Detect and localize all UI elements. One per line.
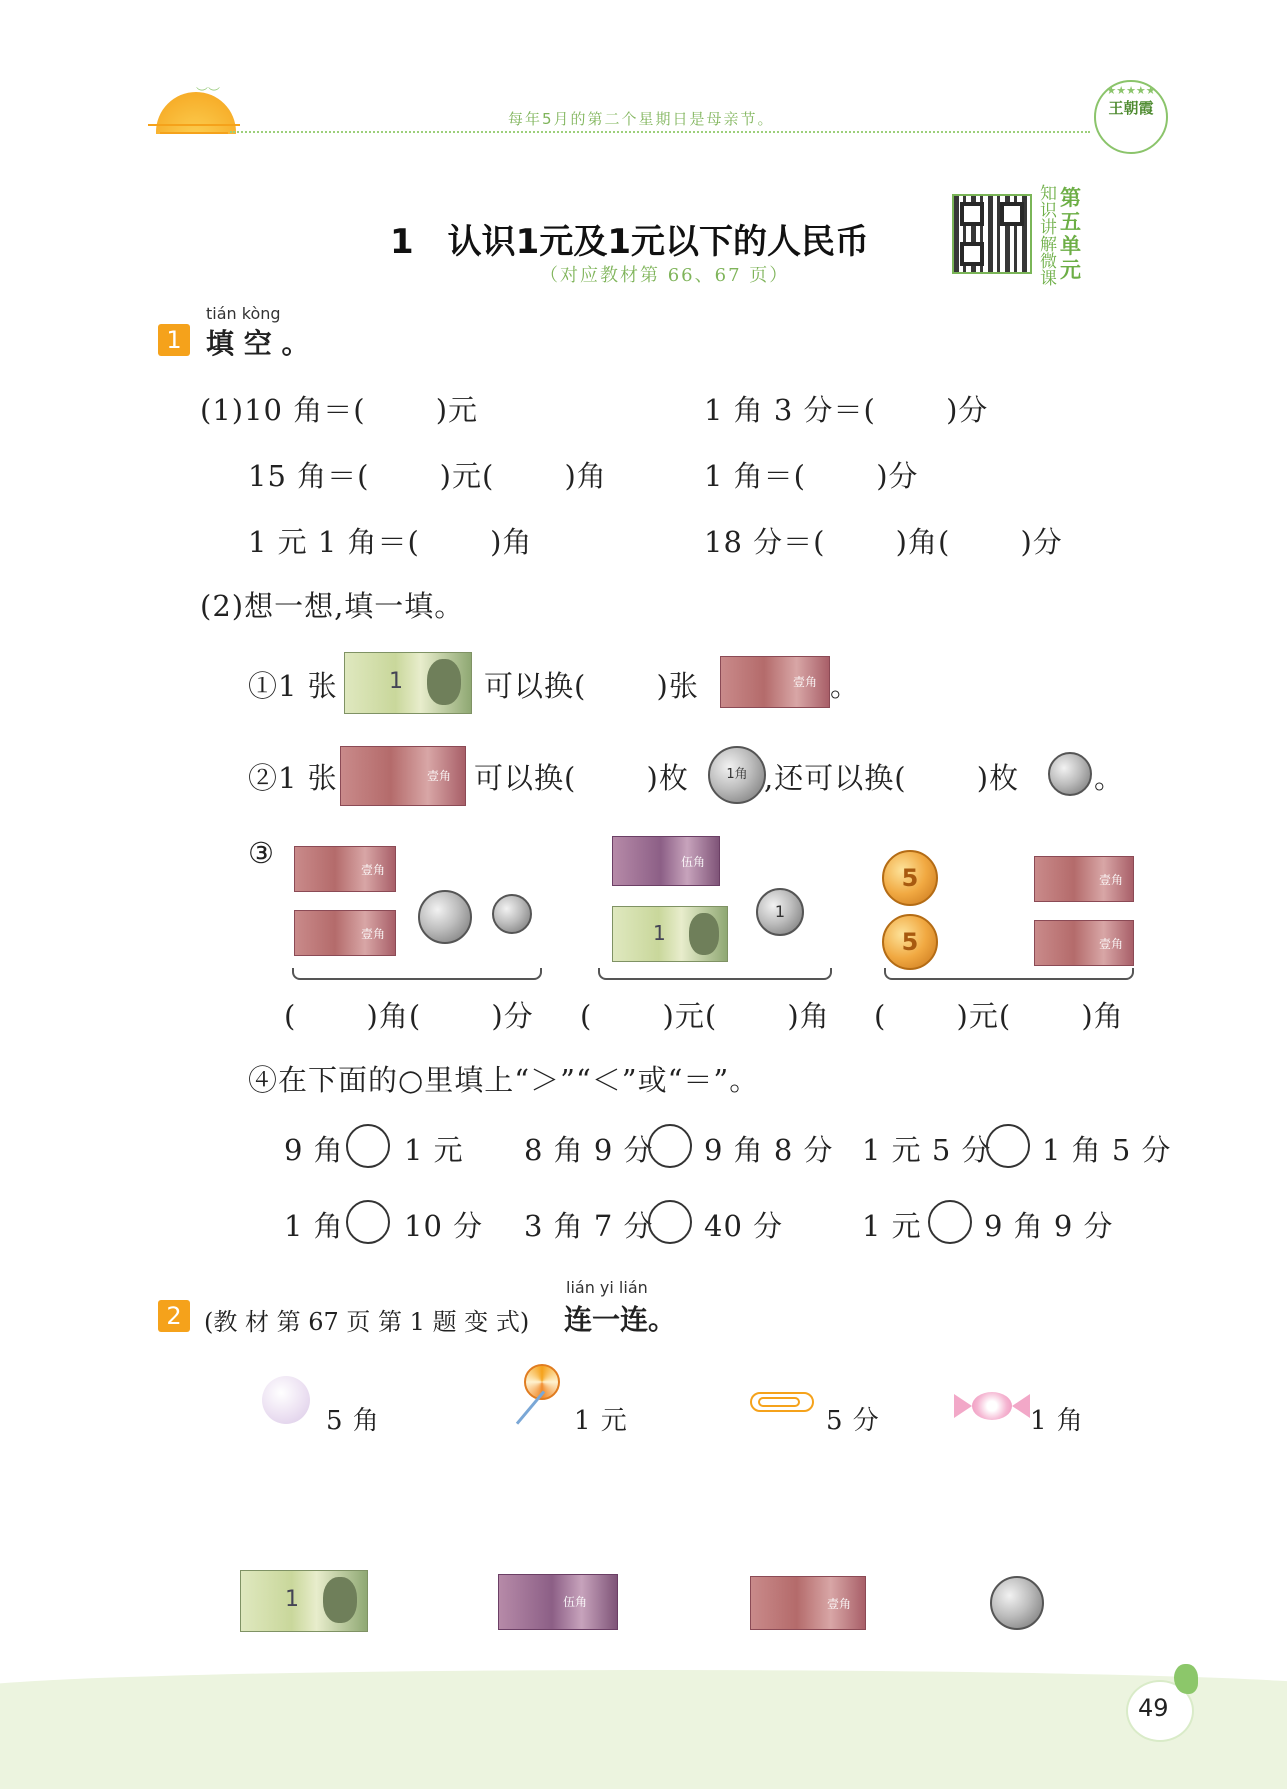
one-jiao-note[interactable]: 壹角	[750, 1576, 866, 1630]
section1-pinyin: tián kòng	[206, 304, 281, 323]
q2-4-heading: ④在下面的○里填上“＞”“＜”或“＝”。	[248, 1063, 760, 1097]
one-jiao-coin[interactable]	[990, 1576, 1044, 1630]
q1-row3-left: 1 元 1 角＝( )角	[248, 525, 533, 559]
one-jiao-note: 壹角	[1034, 920, 1134, 966]
q1-row2-right: 1 角＝( )分	[704, 459, 919, 493]
five-jiao-note[interactable]: 伍角	[498, 1574, 618, 1630]
paperclip-icon[interactable]	[750, 1392, 814, 1412]
q2-2-mid2: ,还可以换( )枚	[764, 761, 1020, 795]
brace	[598, 968, 832, 980]
bubble-icon[interactable]	[262, 1376, 310, 1424]
logo-text: 王朝霞	[1108, 99, 1154, 117]
q1-row3-right: 18 分＝( )角( )分	[704, 525, 1063, 559]
compare-right: 1 角 5 分	[1042, 1133, 1172, 1167]
compare-left: 1 元	[862, 1209, 922, 1243]
one-yuan-coin: 1	[756, 888, 804, 936]
compare-right: 1 元	[404, 1133, 464, 1167]
item-price: 1 角	[1030, 1406, 1084, 1436]
stars-icon: ★★★★★	[1106, 84, 1156, 97]
header-sun-lines	[148, 124, 240, 140]
one-jiao-note: 壹角	[340, 746, 466, 806]
one-fen-coin	[492, 894, 532, 934]
five-jiao-coin: 5	[882, 850, 938, 906]
section2-prefix: (教 材 第 67 页 第 1 题 变 式)	[204, 1308, 530, 1336]
item-price: 5 角	[326, 1406, 380, 1436]
logo-badge	[1094, 80, 1168, 154]
one-jiao-note: 壹角	[294, 910, 396, 956]
q2-1-mid: 可以换( )张	[484, 669, 699, 703]
five-jiao-note: 伍角	[612, 836, 720, 886]
compare-left: 1 角	[284, 1209, 344, 1243]
compare-circle[interactable]	[986, 1124, 1030, 1168]
compare-left: 1 元 5 分	[862, 1133, 992, 1167]
page-number: 49	[1138, 1694, 1169, 1722]
one-jiao-note: 壹角	[720, 656, 830, 708]
one-jiao-coin: 1角	[708, 746, 766, 804]
five-jiao-coin: 5	[882, 914, 938, 970]
compare-circle[interactable]	[346, 1200, 390, 1244]
item-price: 1 元	[574, 1406, 628, 1436]
compare-right: 40 分	[704, 1209, 784, 1243]
qr-side-right: 第五单元	[1060, 186, 1081, 282]
lollipop-icon[interactable]	[500, 1364, 560, 1424]
qr-code[interactable]	[952, 194, 1032, 274]
compare-right: 10 分	[404, 1209, 484, 1243]
compare-circle[interactable]	[648, 1200, 692, 1244]
section1-heading: 填 空 。	[206, 327, 310, 360]
q2-heading: (2)想一想,填一填。	[200, 589, 465, 623]
q2-3-num: ③	[248, 836, 275, 870]
page-title: 1 认识1元及1元以下的人民币	[390, 222, 869, 262]
section2-badge: 2	[158, 1300, 190, 1332]
bird-icon: ︶︶	[196, 86, 221, 100]
compare-circle[interactable]	[648, 1124, 692, 1168]
compare-left: 3 角 7 分	[524, 1209, 654, 1243]
compare-right: 9 角 8 分	[704, 1133, 834, 1167]
one-yuan-note: 1	[344, 652, 472, 714]
header-divider	[230, 131, 1090, 133]
q1-row1-left: (1)10 角＝( )元	[200, 393, 479, 427]
compare-circle[interactable]	[928, 1200, 972, 1244]
qr-side-left: 知识讲解微课	[1040, 184, 1057, 289]
one-fen-coin	[1048, 752, 1092, 796]
q2-3-answer-a: ( )角( )分	[284, 999, 534, 1033]
section2-pinyin: lián yi lián	[566, 1278, 648, 1297]
compare-right: 9 角 9 分	[984, 1209, 1114, 1243]
compare-circle[interactable]	[346, 1124, 390, 1168]
page-subtitle: （对应教材第 66、67 页）	[540, 265, 790, 286]
item-price: 5 分	[826, 1406, 880, 1436]
section2-heading: 连一连。	[564, 1303, 677, 1336]
q2-2-end: 。	[1094, 761, 1125, 795]
q2-3-answer-c: ( )元( )角	[874, 999, 1124, 1033]
one-yuan-note[interactable]: 1	[240, 1570, 368, 1632]
q2-2-pre: ②1 张	[248, 761, 338, 795]
brace	[292, 968, 542, 980]
one-jiao-coin	[418, 890, 472, 944]
q2-1-pre: ①1 张	[248, 669, 338, 703]
compare-left: 8 角 9 分	[524, 1133, 654, 1167]
header-tip: 每年5月的第二个星期日是母亲节。	[508, 110, 775, 128]
one-jiao-note: 壹角	[294, 846, 396, 892]
dolphin-icon	[1174, 1664, 1198, 1694]
q2-3-answer-b: ( )元( )角	[580, 999, 830, 1033]
brace	[884, 968, 1134, 980]
q2-2-mid: 可以换( )枚	[474, 761, 689, 795]
one-yuan-note: 1	[612, 906, 728, 962]
one-jiao-note: 壹角	[1034, 856, 1134, 902]
footer-wave	[0, 1670, 1287, 1710]
candy-icon[interactable]	[954, 1390, 1030, 1422]
q2-1-end: 。	[830, 669, 861, 703]
q1-row1-right: 1 角 3 分＝( )分	[704, 393, 989, 427]
q1-row2-left: 15 角＝( )元( )角	[248, 459, 607, 493]
compare-left: 9 角	[284, 1133, 344, 1167]
section1-badge: 1	[158, 324, 190, 356]
